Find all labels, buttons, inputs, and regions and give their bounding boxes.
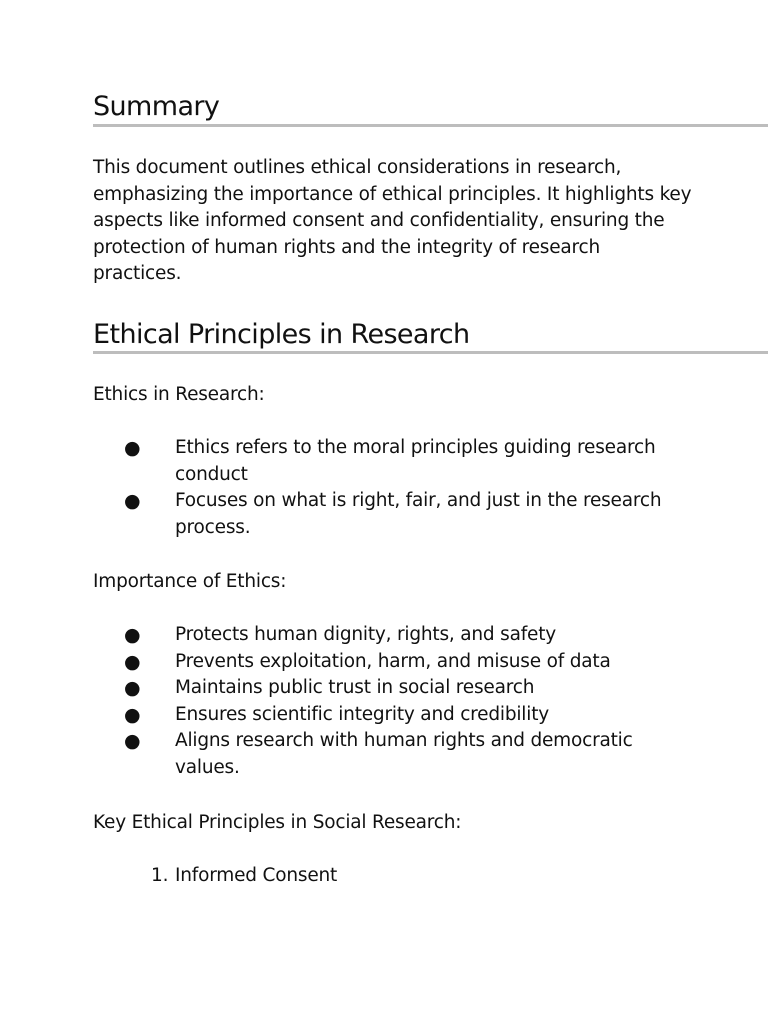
list-item-text: Maintains public trust in social research — [175, 677, 535, 699]
list-item-text: Ensures scientific integrity and credibility — [175, 703, 549, 725]
list-item — [0, 863, 685, 890]
key-principles-list — [0, 863, 768, 890]
ethical-principles-heading: Ethical Principles in Research — [93, 319, 470, 350]
list-item — [0, 488, 685, 541]
list-item — [0, 702, 685, 729]
list-item — [0, 675, 685, 702]
bullet-icon: ● — [124, 490, 141, 513]
list-item-text: Focuses on what is right, fair, and just in the research process. — [175, 490, 662, 538]
summary-heading-rule — [93, 124, 768, 127]
bullet-icon: ● — [124, 730, 141, 753]
importance-of-ethics-label: Importance of Ethics: — [93, 571, 287, 592]
ethics-in-research-list — [0, 435, 768, 541]
list-item-number: 1. — [151, 865, 169, 886]
list-item — [0, 649, 685, 676]
key-principles-label: Key Ethical Principles in Social Research: — [93, 812, 462, 833]
bullet-icon: ● — [124, 437, 141, 459]
summary-paragraph: This document outlines ethical considerations in research, emphasizing the importance of ethical principles. It highlights key aspects like informed consent and confidentiality, ensuring the protection of human rights and the integrity of research practices. — [93, 157, 692, 285]
ethics-in-research-label: Ethics in Research: — [93, 384, 265, 405]
bullet-icon: ● — [124, 650, 141, 673]
summary-heading: Summary — [93, 91, 220, 122]
list-item-text: Ethics refers to the moral principles guiding research conduct — [175, 437, 656, 485]
list-item-text: Aligns research with human rights and democratic values. — [175, 730, 633, 778]
ethical-principles-heading-rule — [93, 351, 768, 354]
bullet-icon: ● — [124, 624, 141, 646]
list-item — [0, 728, 685, 781]
list-item — [0, 622, 685, 649]
list-item-text: Protects human dignity, rights, and safety — [175, 624, 557, 645]
bullet-icon: ● — [124, 703, 141, 726]
list-item — [0, 435, 685, 488]
bullet-icon: ● — [124, 677, 141, 700]
list-item-text: Prevents exploitation, harm, and misuse of data — [175, 650, 611, 672]
list-item-text: Informed Consent — [175, 865, 338, 886]
importance-of-ethics-list — [0, 622, 768, 782]
